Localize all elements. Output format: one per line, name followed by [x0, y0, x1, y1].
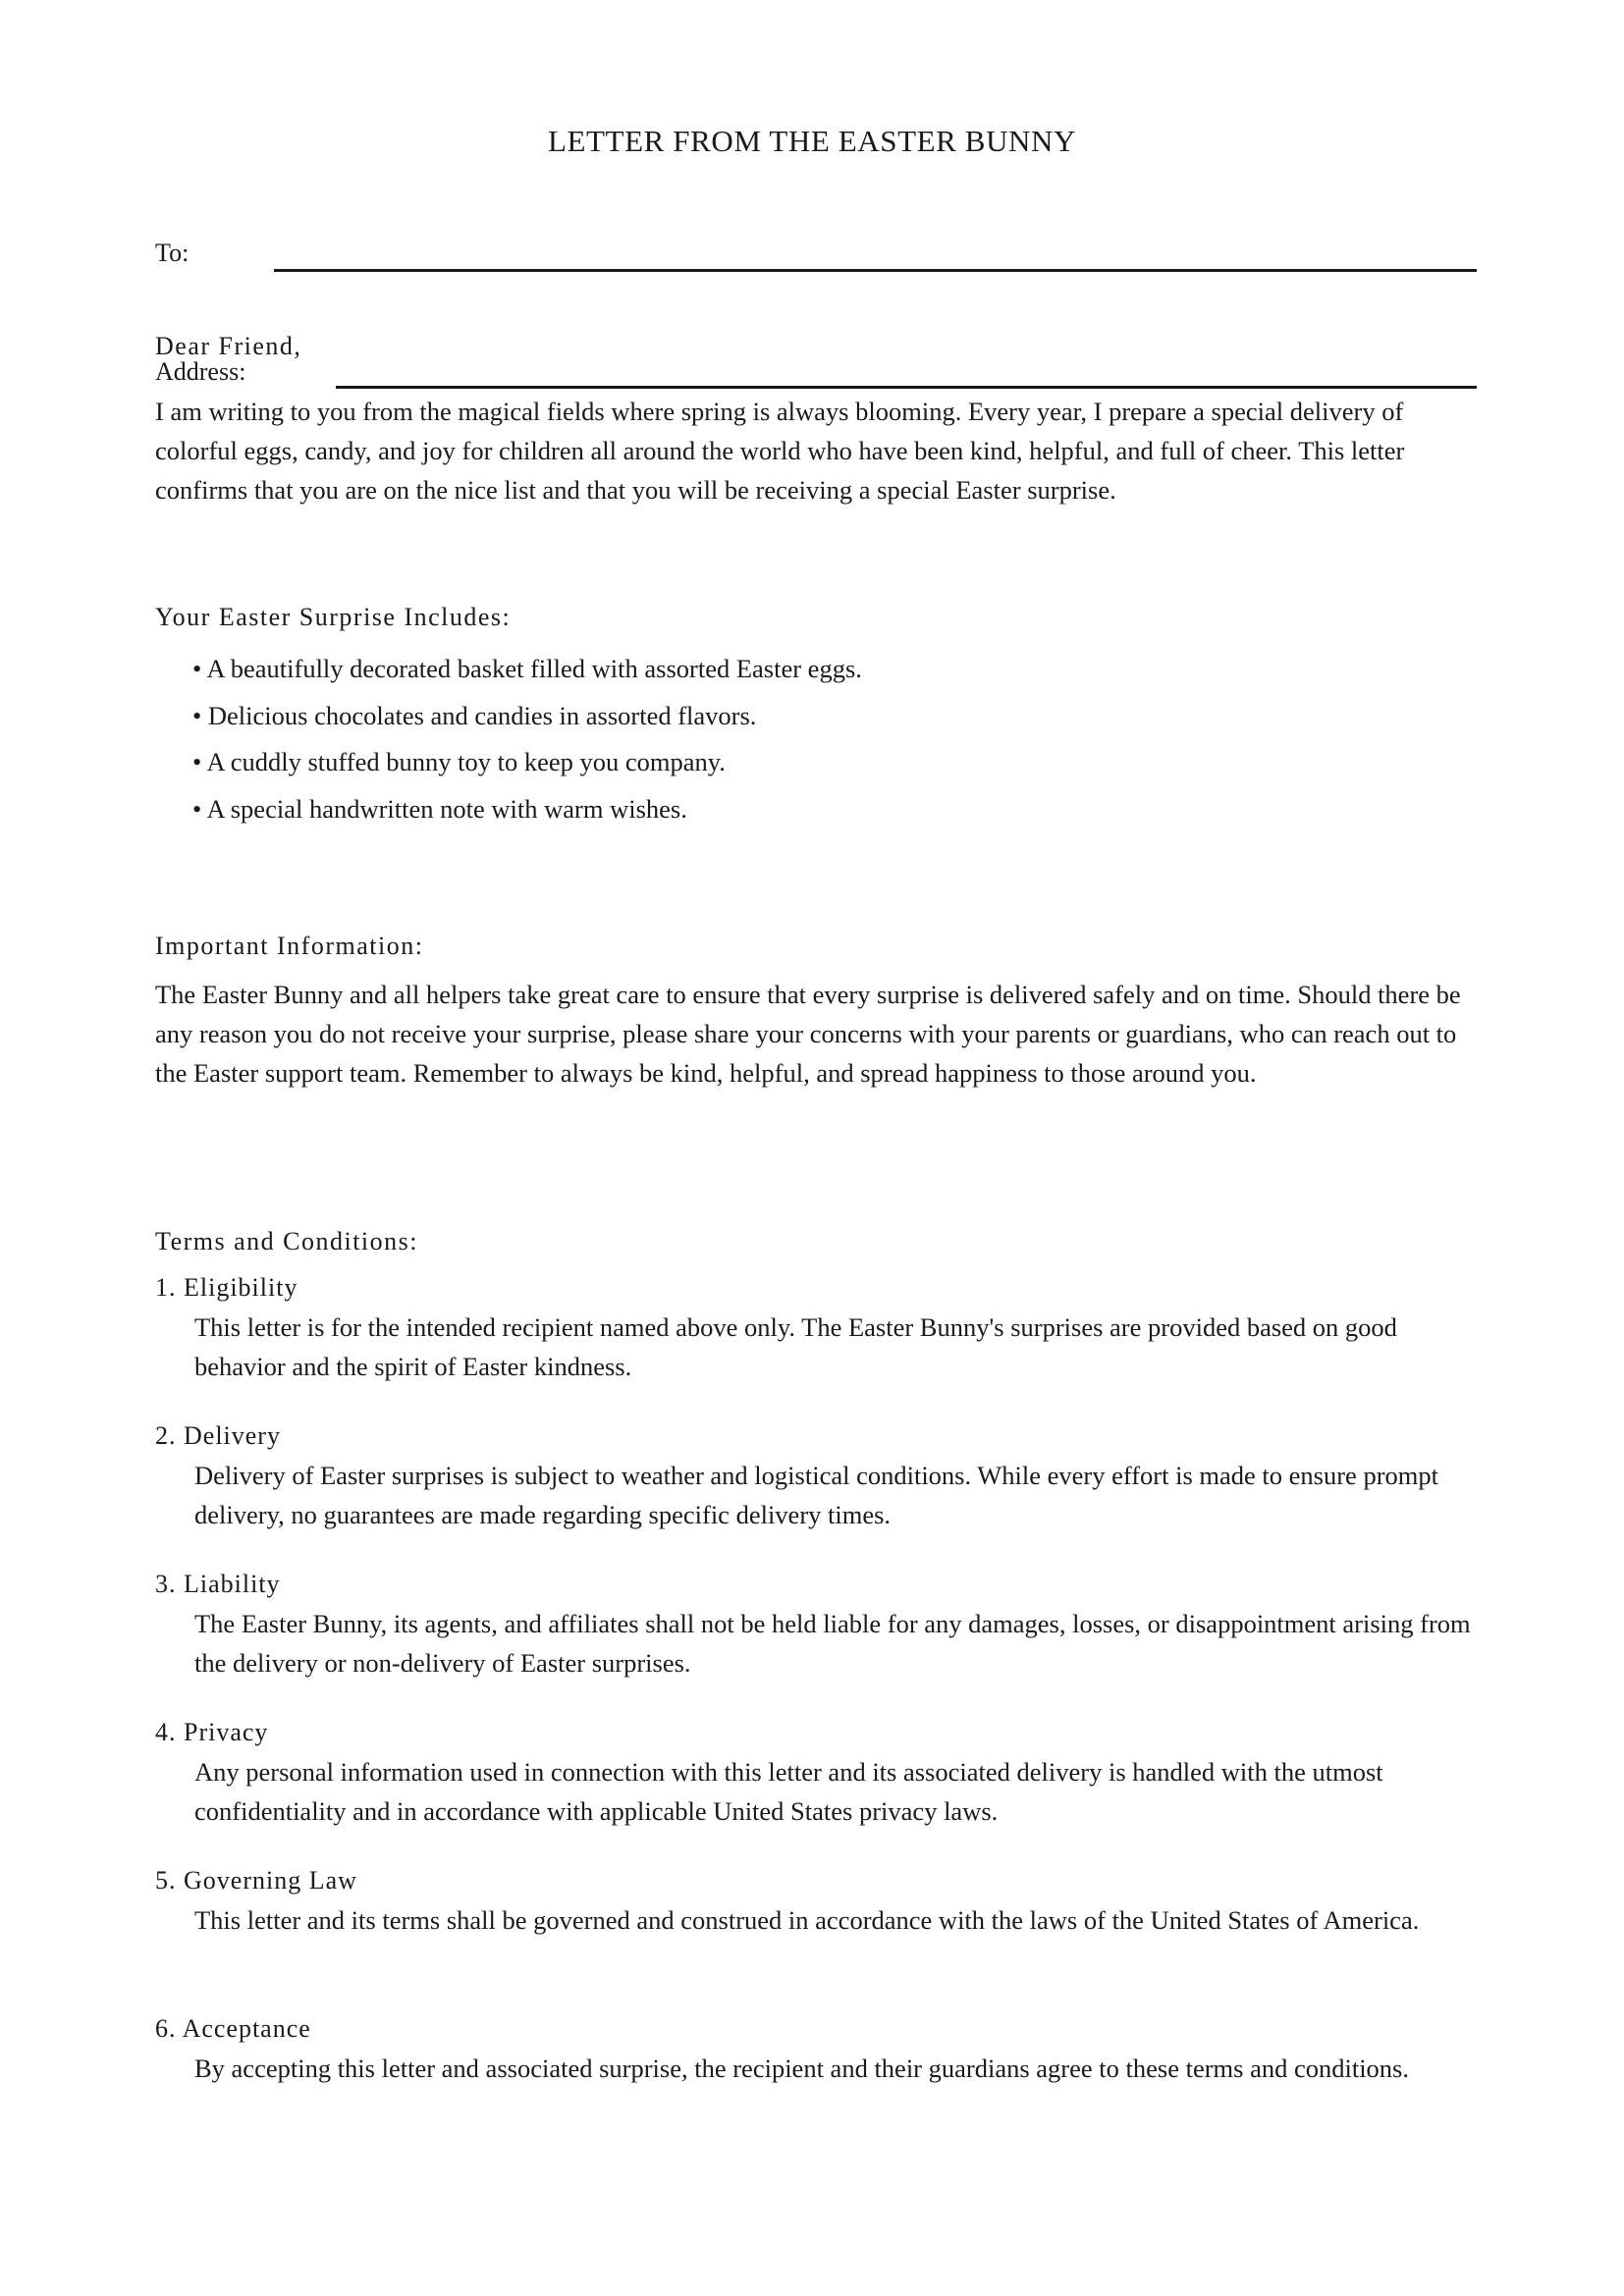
term-title: 2. Delivery	[155, 1421, 281, 1450]
term-title: 5. Governing Law	[155, 1866, 357, 1895]
to-label: To:	[155, 239, 189, 267]
list-item: • A special handwritten note with warm wishes.	[192, 793, 687, 824]
term-liability	[155, 1567, 1490, 1715]
term-governing-law	[155, 1863, 1490, 2011]
important-paragraph: The Easter Bunny and all helpers take great care to ensure that every surprise is delivered safely and on time. Should there be any reason you do not receive your surprise, please share your concerns with your parents or guardians, who can reach out to the Easter support team. Remember to always be kind, helpful, and spread happiness to those around you.	[155, 980, 1461, 1088]
term-body: This letter and its terms shall be governed and construed in accordance with the laws of the United States of America.	[194, 1905, 1420, 1935]
terms-list	[155, 1270, 1490, 2160]
to-field-line[interactable]	[274, 269, 1477, 272]
term-title: 4. Privacy	[155, 1718, 269, 1746]
term-body: Any personal information used in connection with this letter and its associated delivery is handled with the utmost confidentiality and in accordance with applicable United States privacy laws.	[194, 1757, 1383, 1826]
page-title: LETTER FROM THE EASTER BUNNY	[547, 124, 1077, 158]
terms-heading: Terms and Conditions:	[155, 1227, 419, 1255]
term-eligibility	[155, 1270, 1490, 1418]
term-body: By accepting this letter and associated surprise, the recipient and their guardians agree to these terms and conditions.	[194, 2054, 1409, 2083]
surprise-heading: Your Easter Surprise Includes:	[155, 603, 512, 631]
list-item: • A beautifully decorated basket filled with assorted Easter eggs.	[192, 654, 862, 683]
term-body: This letter is for the intended recipient named above only. The Easter Bunny's surprises are provided based on good behavior and the spirit of Easter kindness.	[194, 1312, 1397, 1381]
important-heading: Important Information:	[155, 932, 424, 960]
intro-paragraph: I am writing to you from the magical fields where spring is always blooming. Every year, I prepare a special delivery of colorful eggs, candy, and joy for children all around the world who have been kind, helpful, and full of cheer. This letter confirms that you are on the nice list and that you will be receiving a special Easter surprise.	[155, 397, 1405, 505]
term-body: The Easter Bunny, its agents, and affiliates shall not be held liable for any damages, losses, or disappointment arising from the delivery or non-delivery of Easter surprises.	[194, 1609, 1471, 1678]
greeting: Dear Friend,	[155, 332, 302, 360]
list-item: • A cuddly stuffed bunny toy to keep you company.	[192, 747, 726, 776]
term-title: 3. Liability	[155, 1570, 281, 1598]
term-body: Delivery of Easter surprises is subject to weather and logistical conditions. While every effort is made to ensure prompt delivery, no guarantees are made regarding specific delivery times.	[194, 1461, 1438, 1529]
address-field-line[interactable]	[336, 386, 1477, 389]
term-title: 6. Acceptance	[155, 2014, 311, 2043]
term-delivery	[155, 1418, 1490, 1567]
term-title: 1. Eligibility	[155, 1273, 298, 1302]
surprise-list	[192, 649, 862, 835]
list-item: • Delicious chocolates and candies in assorted flavors.	[192, 700, 757, 730]
term-acceptance	[155, 2011, 1490, 2160]
address-label: Address:	[155, 357, 246, 386]
term-privacy	[155, 1715, 1490, 1863]
